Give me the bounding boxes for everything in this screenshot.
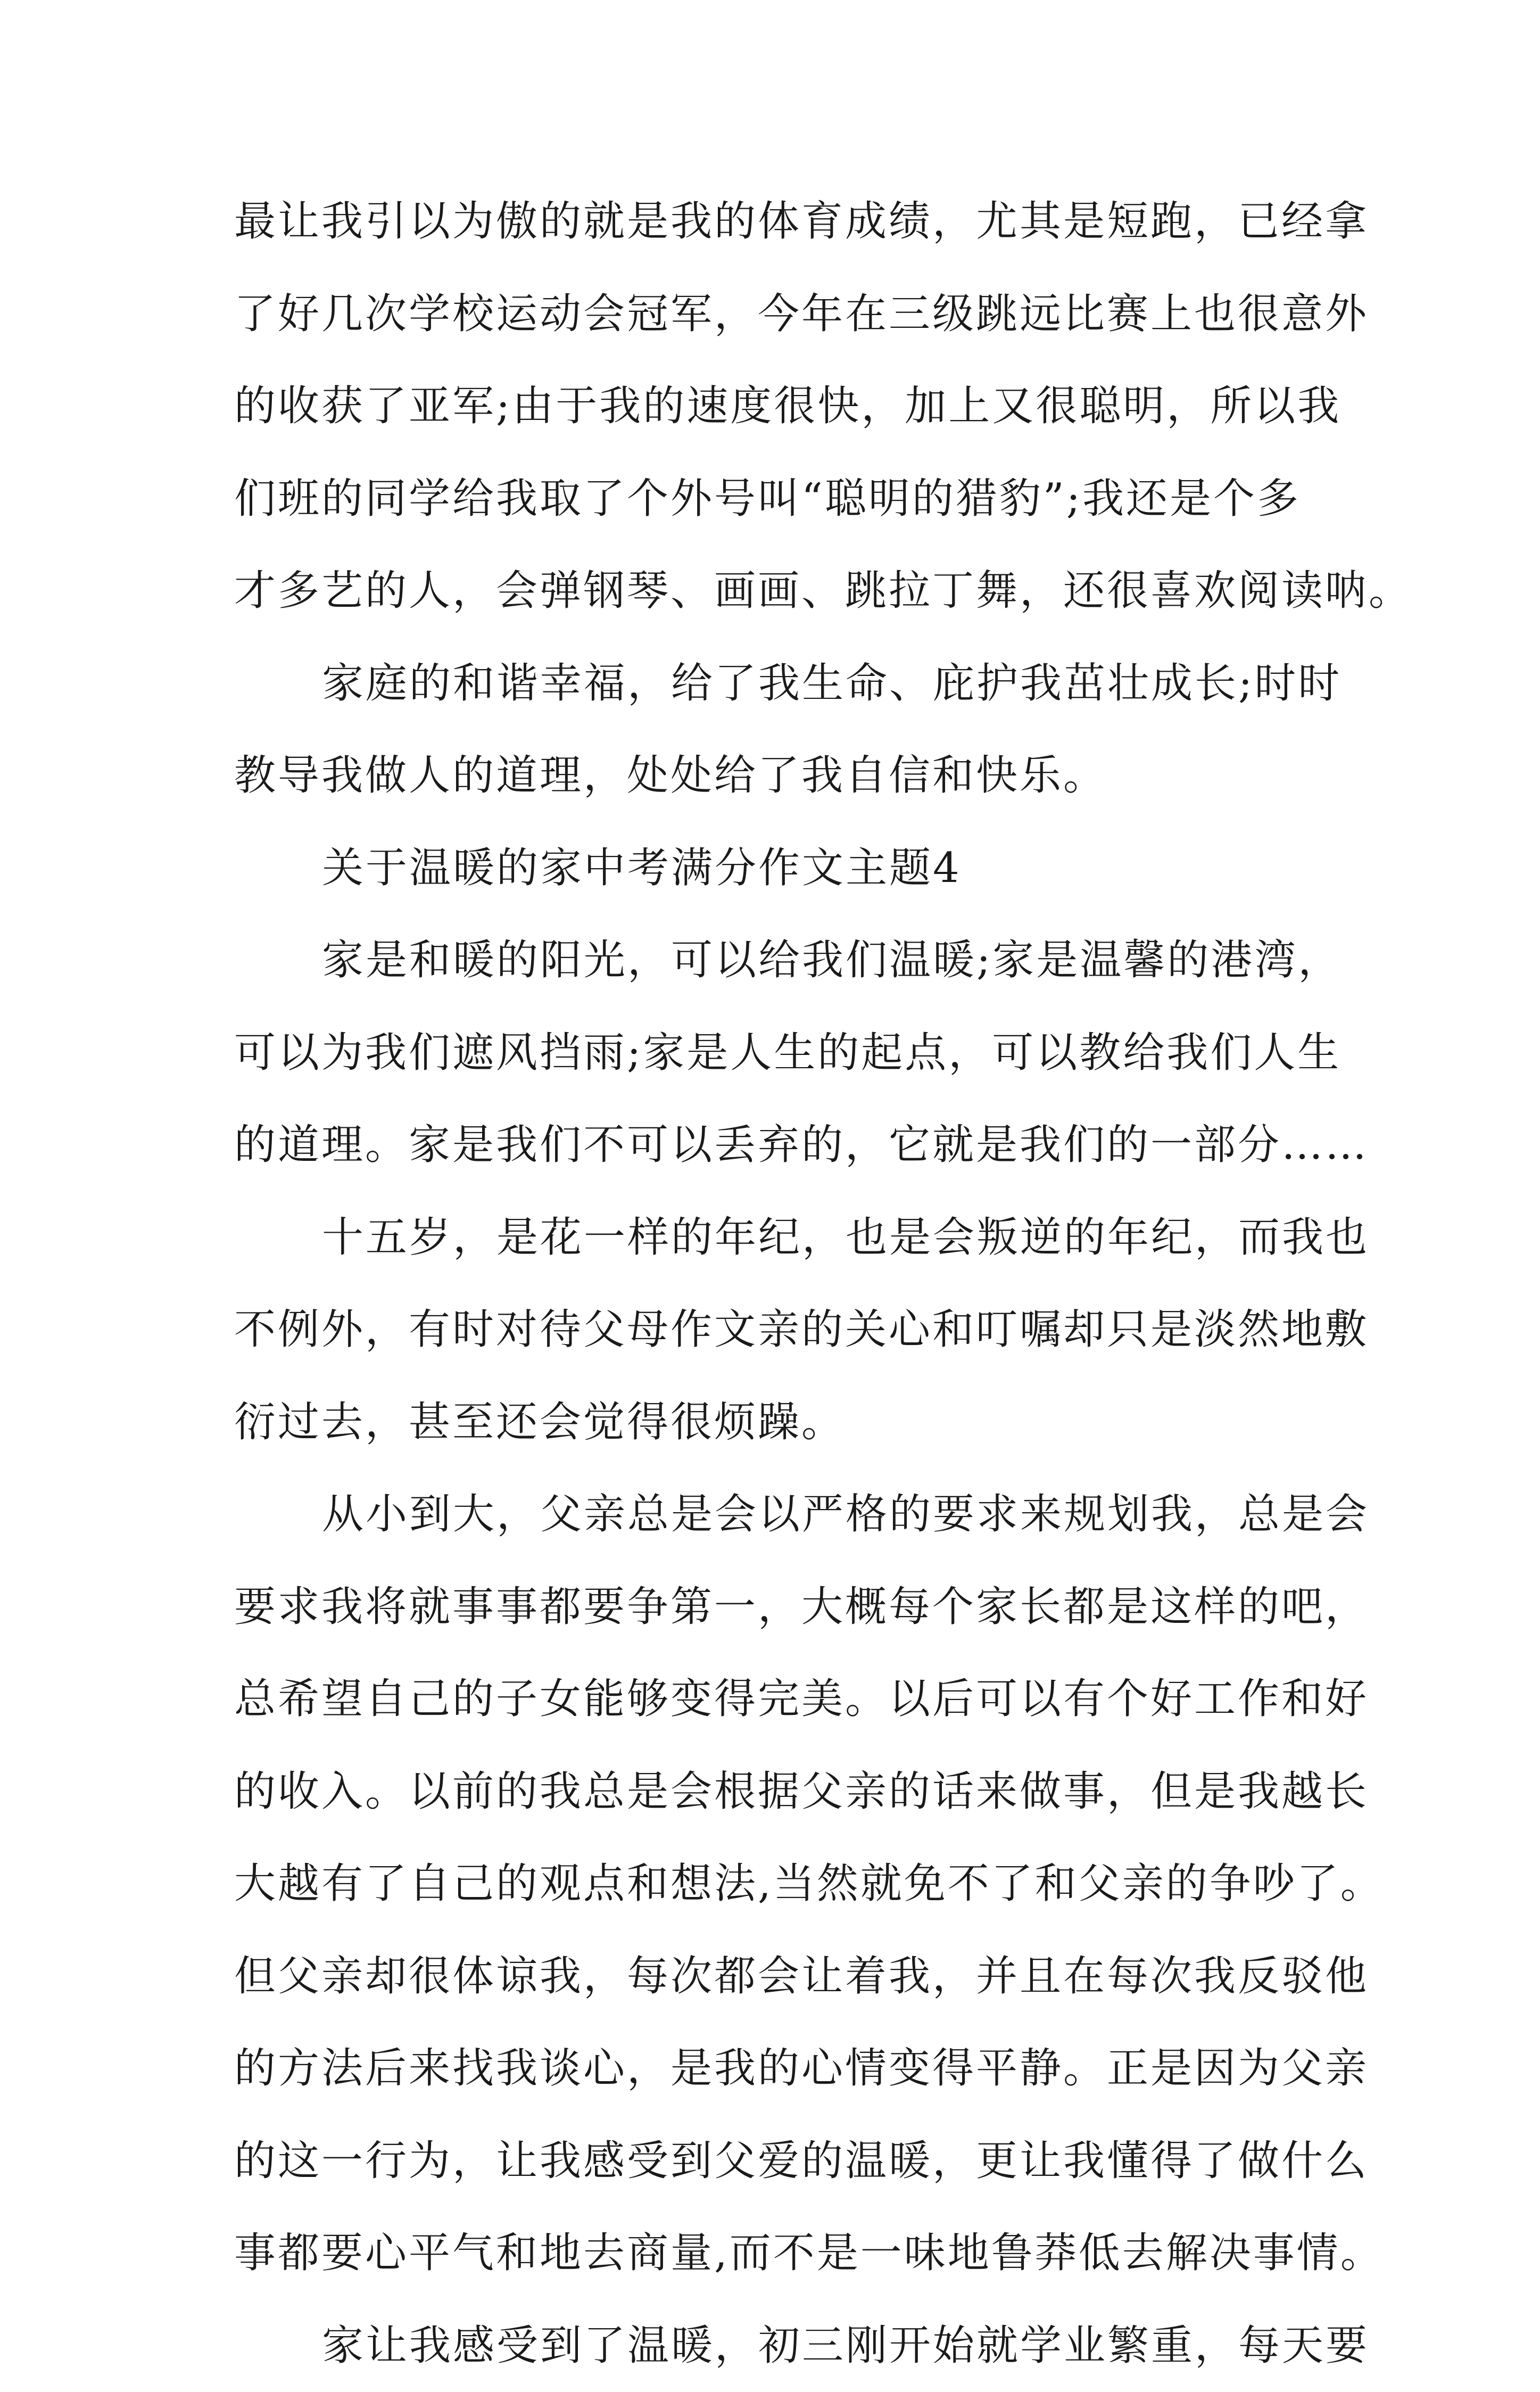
paragraph-first-line: 家让我感受到了温暖，初三刚开始就学业繁重，每天要 (234, 2300, 1320, 2392)
text-line: 事都要心平气和地去商量,而不是一味地鲁莽低去解决事情。 (234, 2207, 1320, 2300)
text-line: 才多艺的人，会弹钢琴、画画、跳拉丁舞，还很喜欢阅读呐。 (234, 545, 1320, 638)
text-line: 不例外，有时对待父母作文亲的关心和叮嘱却只是淡然地敷 (234, 1284, 1320, 1376)
text-line: 们班的同学给我取了个外号叫“聪明的猎豹”;我还是个多 (234, 453, 1320, 546)
text-line: 最让我引以为傲的就是我的体育成绩，尤其是短跑，已经拿 (234, 176, 1320, 268)
paragraph-first-line: 家庭的和谐幸福，给了我生命、庇护我茁壮成长;时时 (234, 638, 1320, 730)
text-line: 总希望自己的子女能够变得完美。以后可以有个好工作和好 (234, 1653, 1320, 1746)
paragraph-first-line: 十五岁，是花一样的年纪，也是会叛逆的年纪，而我也 (234, 1192, 1320, 1284)
text-line: 但父亲却很体谅我，每次都会让着我，并且在每次我反驳他 (234, 1931, 1320, 2023)
paragraph-first-line: 从小到大，父亲总是会以严格的要求来规划我，总是会 (234, 1469, 1320, 1561)
text-line: 衍过去，甚至还会觉得很烦躁。 (234, 1376, 1320, 1469)
text-line: 可以为我们遮风挡雨;家是人生的起点，可以教给我们人生 (234, 1007, 1320, 1100)
text-line: 的方法后来找我谈心，是我的心情变得平静。正是因为父亲 (234, 2023, 1320, 2115)
text-line: 的收入。以前的我总是会根据父亲的话来做事，但是我越长 (234, 1746, 1320, 1838)
paragraph-first-line: 家是和暖的阳光，可以给我们温暖;家是温馨的港湾， (234, 914, 1320, 1007)
text-line: 的道理。家是我们不可以丢弃的，它就是我们的一部分…… (234, 1099, 1320, 1192)
text-line: 的这一行为，让我感受到父爱的温暖，更让我懂得了做什么 (234, 2115, 1320, 2208)
text-line: 的收获了亚军;由于我的速度很快，加上又很聪明，所以我 (234, 360, 1320, 453)
text-line: 了好几次学校运动会冠军，今年在三级跳远比赛上也很意外 (234, 268, 1320, 361)
article-body (234, 176, 1320, 2392)
text-line: 教导我做人的道理，处处给了我自信和快乐。 (234, 730, 1320, 822)
text-line: 大越有了自己的观点和想法,当然就免不了和父亲的争吵了。 (234, 1838, 1320, 1931)
text-line: 要求我将就事事都要争第一，大概每个家长都是这样的吧， (234, 1561, 1320, 1654)
section-heading: 关于温暖的家中考满分作文主题4 (234, 822, 1320, 915)
